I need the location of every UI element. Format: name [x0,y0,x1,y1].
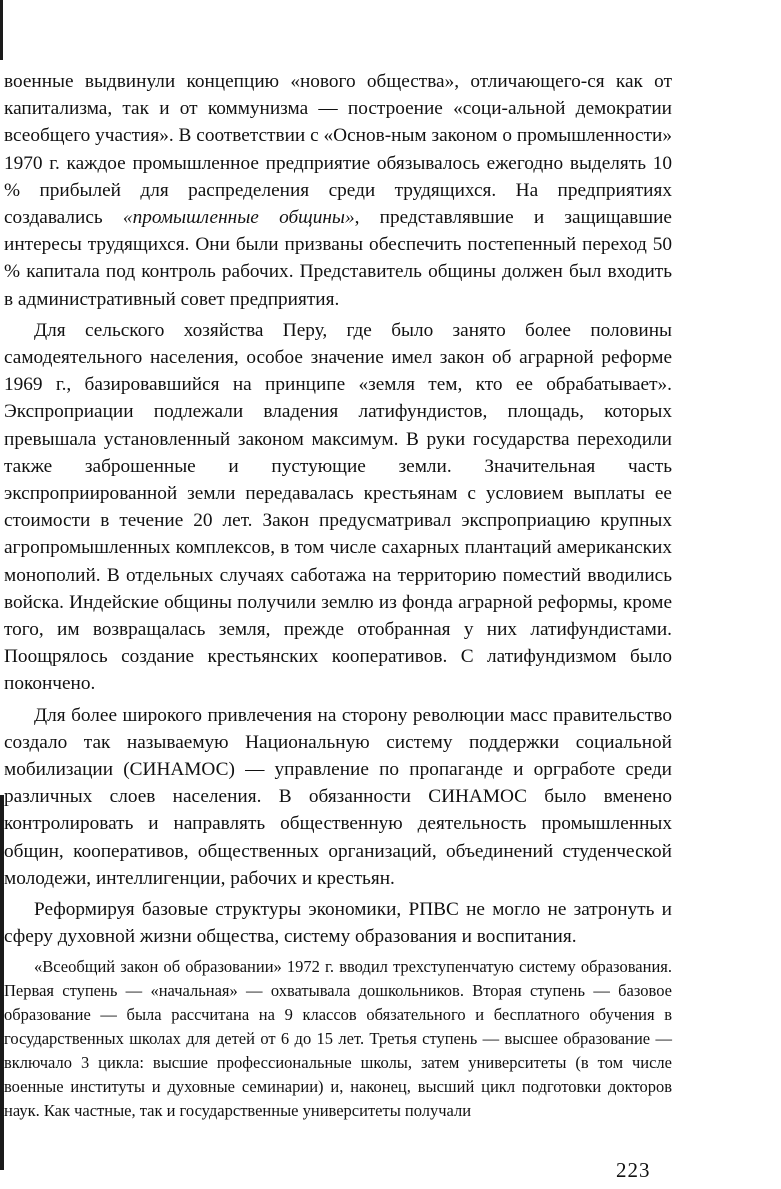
paragraph-1-before: военные выдвинули концепцию «нового общества», отличающего-ся как от капитализма, так и от коммунизма — построение «соци-альной демократии всеобщего участия». В соответствии с «Основ-ным законом о промышленности» 1970 г. каждое промышленное предприятие обязывалось ежегодно выделять 10 % прибылей для распределения среди трудящихся. На предприятиях создавались [4,71,672,229]
paragraph-education-law: «Всеобщий закон об образовании» 1972 г. вводил трехступенчатую систему образования. Первая ступень — «начальная» — охватывала дошкольников. Вторая ступень — базовое образование — была рассчитана на 9 классов обязательного и бесплатного обучения в государственных школах для детей от 6 до 15 лет. Третья ступень — высшее образование — включало 3 цикла: высшие профессиональные школы, затем университеты (в том числе военные институты и духовные семинарии) и, наконец, высший цикл подготовки докторов наук. Как частные, так и государственные университеты получали [4,956,672,1120]
paragraph-new-society [4,68,672,313]
paragraph-1-after: , представлявшие и защищавшие интересы трудящихся. Они были призваны обеспечить постепенный переход 50 % капитала под контроль рабочих. Представитель общины должен был входить в административный совет предприятия. [4,207,672,310]
body-text [0,68,672,1123]
paragraph-sinamos: Для более широкого привлечения на сторону революции масс правительство создало так называемую Национальную систему поддержки социальной мобилизации (СИНАМОС) — управление по пропаганде и оргработе среди различных слоев населения. В обязанности СИНАМОС было вменено контролировать и направлять общественную деятельность промышленных общин, кооперативов, общественных организаций, объединений студенческой молодежи, интеллигенции, рабочих и крестьян. [4,704,672,889]
page-number: 223 [616,1158,651,1182]
left-edge-scan-mark [0,0,3,60]
paragraph-1-emphasis: «промышленные общины» [122,207,355,229]
paragraph-agrarian-reform: Для сельского хозяйства Перу, где было занято более половины самодеятельного населения, особое значение имел закон об аграрной реформе 1969 г., базировавшийся на принципе «земля тем, кто ее обрабатывает». Экспроприации подлежали владения латифундистов, площадь, которых превышала установленный законом максимум. В руки государства переходили также заброшенные и пустующие земли. Значительная часть экспроприированной земли передавалась крестьянам с условием выплаты ее стоимости в течение 20 лет. Закон предусматривал экспроприацию крупных агропромышленных комплексов, в том числе сахарных плантаций американских монополий. В отдельных случаях саботажа на территорию поместий вводились войска. Индейские общины получили землю из фонда аграрной реформы, кроме того, им возвращалась земля, прежде отобранная у них латифундистами. Поощрялось создание крестьянских кооперативов. С латифундизмом было покончено. [4,319,672,695]
paragraph-education-intro: Реформируя базовые структуры экономики, РПВС не могло не затронуть и сферу духовной жизни общества, систему образования и воспитания. [4,899,672,948]
